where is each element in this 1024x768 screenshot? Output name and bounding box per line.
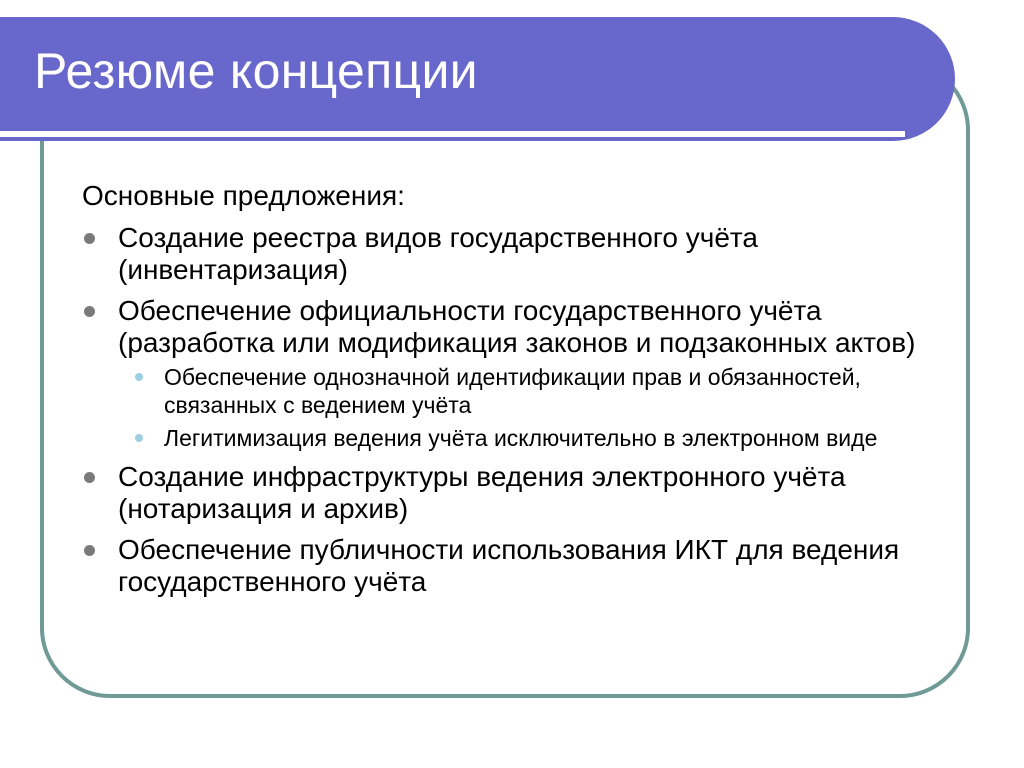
bullet-text: Создание инфраструктуры ведения электронного учёта (нотаризация и архив) xyxy=(118,461,846,524)
bullet-text: Обеспечение официальности государственного учёта (разработка или модификация законов и подзаконных актов) xyxy=(118,295,916,358)
sub-bullet-dot-icon xyxy=(135,434,143,442)
sub-bullet-item xyxy=(118,363,942,419)
bullet-dot-icon xyxy=(84,472,95,483)
bullet-item xyxy=(82,295,942,452)
bullet-dot-icon xyxy=(84,233,95,244)
sub-bullet-item xyxy=(118,424,942,452)
bullet-text: Создание реестра видов государственного учёта (инвентаризация) xyxy=(118,222,758,285)
bullet-item xyxy=(82,534,942,598)
slide-content xyxy=(82,180,942,607)
bullet-item xyxy=(82,222,942,286)
sub-bullet-list xyxy=(118,363,942,452)
title-underline xyxy=(0,131,905,137)
intro-text: Основные предложения: xyxy=(82,180,405,211)
bullet-dot-icon xyxy=(84,306,95,317)
bullet-list xyxy=(82,222,942,598)
slide-title: Резюме концепции xyxy=(34,43,478,99)
sub-bullet-text: Обеспечение однозначной идентификации прав и обязанностей, связанных с ведением учёта xyxy=(164,364,861,418)
sub-bullet-text: Легитимизация ведения учёта исключительно в электронном виде xyxy=(164,425,878,451)
bullet-item xyxy=(82,461,942,525)
bullet-dot-icon xyxy=(84,545,95,556)
sub-bullet-dot-icon xyxy=(135,373,143,381)
bullet-text: Обеспечение публичности использования ИКТ для ведения государственного учёта xyxy=(118,534,900,597)
